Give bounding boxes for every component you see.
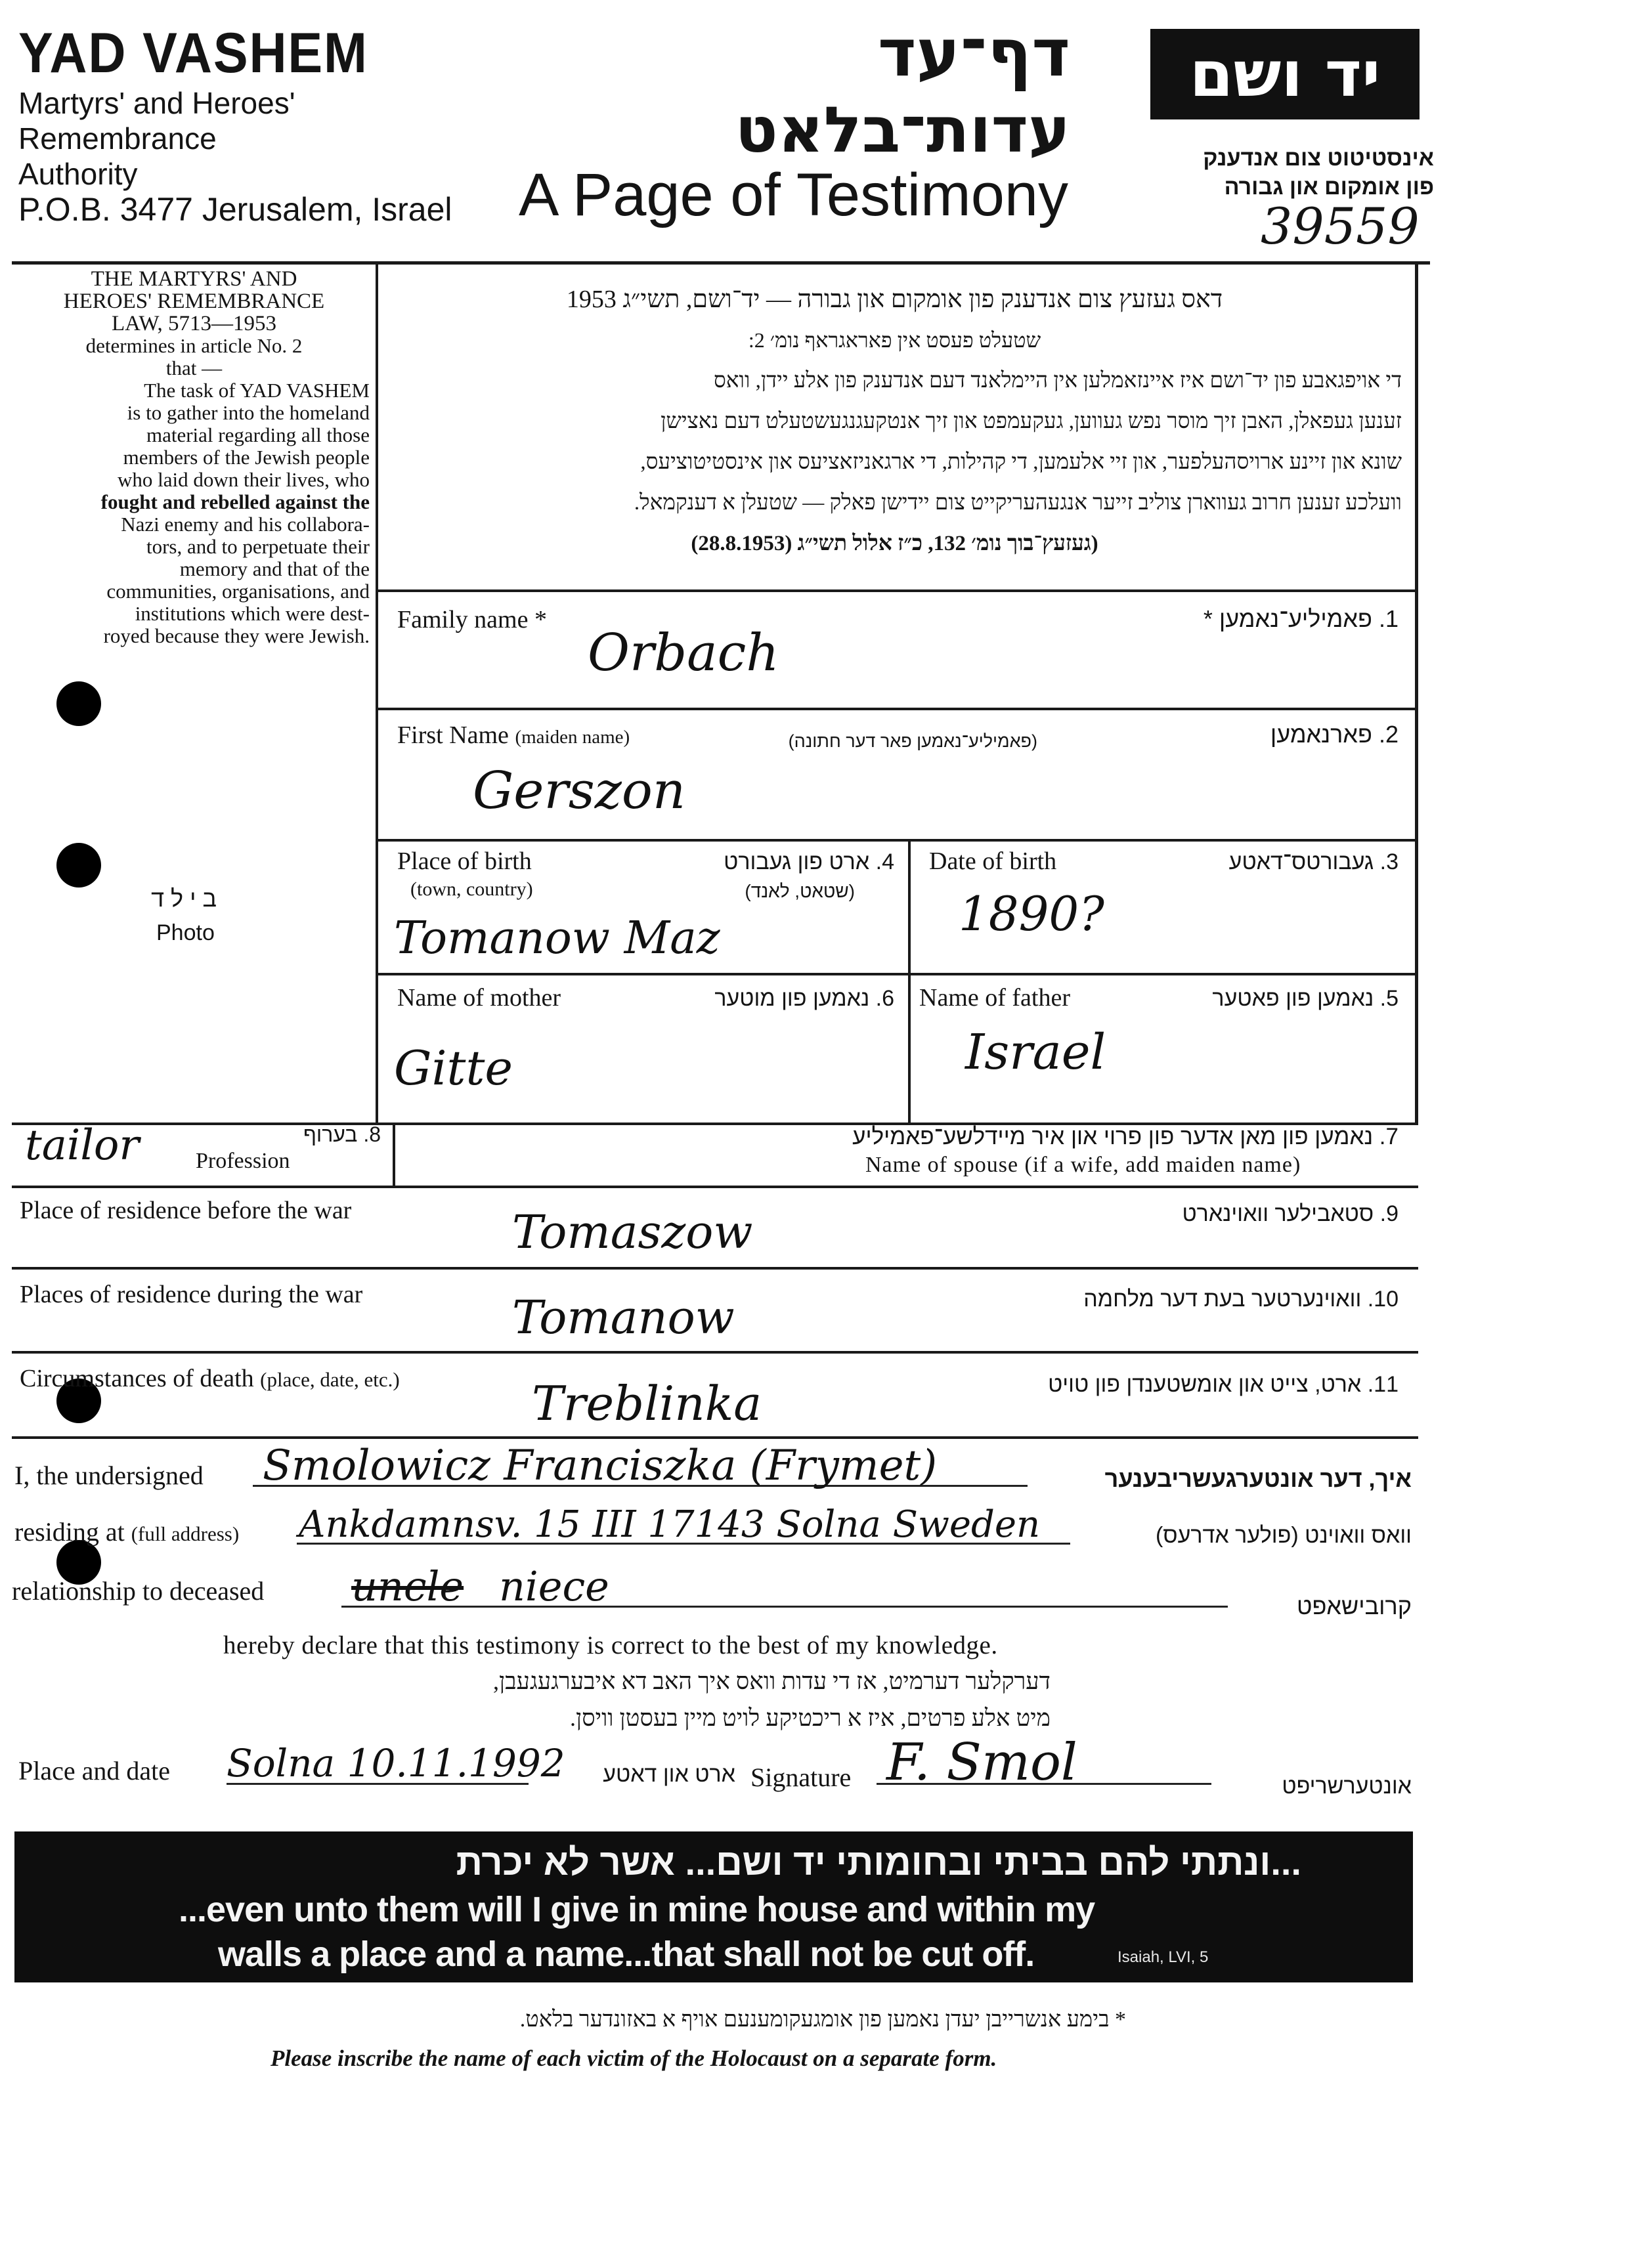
residence-before-label: Place of residence before the war: [20, 1197, 352, 1224]
mother-name-value[interactable]: Gitte: [394, 1040, 513, 1096]
law-line: members of the Jewish people: [123, 446, 370, 469]
institute-line-1: אינסטיטוט צום אנדענק: [1203, 146, 1434, 171]
residence-before-value[interactable]: Tomaszow: [512, 1205, 753, 1259]
law-line: fought and rebelled against the: [100, 490, 370, 513]
law-yi-citation: (געזעץ־בוך נומ׳ 132, כ״ז אלול תשי״ג (28.8.1953): [691, 532, 1098, 555]
law-yi-line: שונא און זיינע ארויסהעלפער, און זיי אלעמען, די קהילות, די ארגאניזאציעס און אינסטיטוציעס,: [640, 450, 1402, 474]
signature-label: Signature: [750, 1763, 852, 1792]
residing-label-text: residing at: [14, 1517, 125, 1547]
mother-name-label: Name of mother: [397, 984, 561, 1012]
file-number: 39559: [1261, 197, 1420, 255]
profession-label: Profession: [196, 1149, 290, 1173]
form-right-border: [1415, 261, 1418, 1125]
declaration-yiddish-2: מיט אלע פרטים, איז א ריכטיקע לויט מיין בעסטן וויסן.: [569, 1705, 1051, 1731]
place-date-value[interactable]: Solna 10.11.1992: [227, 1741, 565, 1786]
row-rule: [378, 839, 1417, 842]
place-of-birth-label: Place of birth: [397, 847, 532, 875]
law-line: HEROES' REMEMBRANCE: [63, 289, 325, 313]
family-name-value[interactable]: Orbach: [588, 624, 779, 683]
yad-vashem-logo: [1150, 29, 1420, 119]
declaration-english: hereby declare that this testimony is correct to the best of my knowledge.: [223, 1631, 998, 1659]
first-name-label-text: First Name: [397, 721, 509, 749]
law-line: communities, organisations, and: [106, 580, 370, 603]
footer-english: Please inscribe the name of each victim of the Holocaust on a separate form.: [271, 2045, 997, 2071]
footer-yiddish: * בימע אנשרייבן יעדן נאמען פון אומגעקומענעם אויף א באזונדער בלאט.: [519, 2007, 1126, 2032]
profession-label-yiddish: 8. בערוף: [303, 1123, 381, 1146]
family-name-label: Family name *: [397, 606, 547, 633]
banner-reference: Isaiah, LVI, 5: [1117, 1948, 1209, 1966]
residence-during-label-yiddish: 10. וואוינערטער בעת דער מלחמה: [1083, 1287, 1399, 1312]
law-yi-sub: שטעלט פעסט אין פאראגראף נומ׳ 2:: [748, 328, 1041, 352]
logo-text: יד ושם: [1189, 37, 1381, 111]
residing-label-yiddish: וואס וואוינט (פולער אדרעס): [1155, 1523, 1412, 1548]
law-line: who laid down their lives, who: [117, 468, 370, 491]
org-subtitle-3: Authority: [18, 157, 138, 191]
spouse-label: Name of spouse (if a wife, add maiden name): [865, 1153, 1301, 1177]
law-line: institutions which were dest-: [135, 602, 370, 625]
first-name-label: [397, 721, 630, 750]
residing-label-note: (full address): [131, 1522, 240, 1545]
residence-during-label: Places of residence during the war: [20, 1281, 363, 1308]
declaration-yiddish-1: דערקלער דערמיט, אז די עדות וואס איך האב דא איבערגעגעבן,: [493, 1668, 1051, 1694]
spouse-label-yiddish: 7. נאמען פון מאן אדער פון פרוי און איר מיידלשע־פאמיליע: [852, 1124, 1399, 1149]
death-circumstances-label: [20, 1364, 400, 1393]
place-date-label: Place and date: [18, 1756, 170, 1786]
law-text-english: [18, 268, 370, 647]
org-address: P.O.B. 3477 Jerusalem, Israel: [18, 191, 452, 228]
row-rule: [378, 708, 1417, 710]
row-rule: [378, 973, 1417, 975]
residing-value[interactable]: Ankdamnsv. 15 III 17143 Solna Sweden: [299, 1503, 1041, 1546]
law-line: that —: [165, 356, 223, 379]
punch-hole: [56, 843, 101, 888]
first-name-value[interactable]: Gerszon: [473, 761, 686, 821]
law-yi-line: די אויפגאבע פון יד־ושם איז איינזאמלען אין היימלאנד דעם אנדענק פון אלע יידן, וואס: [713, 369, 1402, 393]
date-of-birth-label-yiddish: 3. געבורטס־דאטע: [1228, 849, 1399, 874]
first-name-label-yiddish: 2. פארנאמען: [1270, 721, 1399, 748]
law-line: determines in article No. 2: [85, 334, 303, 357]
death-circumstances-value[interactable]: Treblinka: [532, 1376, 762, 1431]
father-name-label-yiddish: 5. נאמען פון פאטער: [1212, 986, 1399, 1011]
law-yi-line: וועלכע זענען חרוב געווארן צוליב זייער אנגעהעריקייט צום יידישן פאלק — שטעלן א דענקמאל.: [634, 491, 1402, 515]
relationship-line: [341, 1606, 1228, 1608]
undersigned-label-yiddish: איך, דער אונטערגעשריבענער: [1104, 1465, 1412, 1492]
death-label-text: Circumstances of death: [20, 1365, 254, 1392]
family-name-label-yiddish: 1. פאמיליע־נאמען *: [1203, 605, 1399, 632]
law-line: royed because they were Jewish.: [103, 624, 370, 647]
maiden-name-note: (maiden name): [515, 727, 630, 748]
relationship-struck: uncle: [351, 1562, 464, 1610]
father-name-value[interactable]: Israel: [965, 1024, 1106, 1081]
photo-label: Photo: [156, 920, 215, 945]
row-rule: [12, 1436, 1418, 1439]
column-divider: [393, 1123, 395, 1186]
law-line: Nazi enemy and his collabora-: [121, 513, 370, 536]
photo-label-yiddish: בילד: [151, 885, 223, 912]
yiddish-title-2: עדות־בלאט: [735, 93, 1070, 167]
profession-value[interactable]: tailor: [25, 1121, 139, 1170]
relationship-value[interactable]: niece: [499, 1562, 609, 1610]
punch-hole: [56, 681, 101, 726]
law-line: LAW, 5713—1953: [112, 312, 276, 335]
residence-during-value[interactable]: Tomanow: [512, 1291, 735, 1344]
death-circumstances-label-yiddish: 11. ארט, צייט און אומשטענדן פון טויט: [1048, 1372, 1399, 1397]
signature-label-yiddish: אונטערשריפט: [1282, 1774, 1412, 1799]
row-rule: [12, 1186, 1418, 1188]
org-name: YAD VASHEM: [18, 22, 368, 85]
org-subtitle-2: Remembrance: [18, 121, 217, 156]
residence-before-label-yiddish: 9. סטאבילער וואוינארט: [1182, 1201, 1399, 1226]
column-divider: [908, 839, 911, 1125]
law-line: is to gather into the homeland: [127, 401, 370, 424]
relationship-label: relationship to deceased: [12, 1576, 265, 1606]
org-subtitle-1: Martyrs' and Heroes': [18, 86, 295, 120]
mother-name-label-yiddish: 6. נאמען פון מוטער: [714, 986, 894, 1011]
date-of-birth-value[interactable]: 1890?: [959, 886, 1104, 941]
law-text-yiddish: [387, 279, 1402, 564]
page-title: A Page of Testimony: [519, 161, 1069, 228]
undersigned-label: I, the undersigned: [14, 1461, 204, 1490]
law-line: tors, and to perpetuate their: [146, 535, 370, 558]
date-of-birth-label: Date of birth: [929, 847, 1057, 875]
banner-line-2: walls a place and a name...that shall not be cut off.: [218, 1935, 1035, 1974]
signature-value[interactable]: F. Smol: [886, 1733, 1077, 1792]
residing-label: [14, 1516, 239, 1547]
place-date-label-yiddish: ארט און דאטע: [603, 1762, 735, 1787]
place-of-birth-value[interactable]: Tomanow Maz: [394, 912, 720, 964]
place-of-birth-note-yiddish: (שטאט, לאנד): [745, 881, 855, 901]
law-line: The task of YAD VASHEM: [144, 379, 370, 402]
law-yi-heading: דאס געזעץ צום אנדענק פון אומקום און גבורה — יד־ושם, תשי״ג 1953: [566, 286, 1223, 313]
father-name-label: Name of father: [919, 984, 1070, 1012]
top-rule: [12, 261, 1430, 265]
row-rule: [12, 1351, 1418, 1354]
row-rule: [12, 1267, 1418, 1270]
law-divider: [376, 261, 378, 1125]
scripture-banner: [14, 1831, 1413, 1982]
death-label-note: (place, date, etc.): [260, 1368, 400, 1391]
banner-hebrew: ...ונתתי להם בביתי ובחומותי יד ושם... אשר לא יכרת: [456, 1841, 1301, 1883]
place-of-birth-note: (town, country): [410, 878, 533, 900]
first-name-note-yiddish: (פאמיליע־נאמען פאר דער חתונה): [788, 731, 1037, 751]
relationship-label-yiddish: קרובישאפט: [1296, 1593, 1412, 1619]
banner-line-1: ...even unto them will I give in mine house and within my: [179, 1890, 1095, 1929]
law-line: THE MARTYRS' AND: [91, 267, 297, 291]
place-of-birth-label-yiddish: 4. ארט פון געבורט: [724, 849, 894, 874]
law-yi-line: זענען געפאלן, האבן זיך מוסר נפש געווען, געקעמפט און זיך אנטקעגנגעשטעלט דעם נאצישן: [661, 410, 1402, 433]
law-line: material regarding all those: [146, 423, 370, 446]
law-line: memory and that of the: [179, 557, 370, 580]
undersigned-value[interactable]: Smolowicz Franciszka (Frymet): [263, 1442, 938, 1490]
row-rule: [378, 589, 1417, 592]
institute-line-2: פון אומקום און גבורה: [1224, 175, 1434, 200]
yiddish-title-1: דף־עד: [877, 14, 1070, 91]
